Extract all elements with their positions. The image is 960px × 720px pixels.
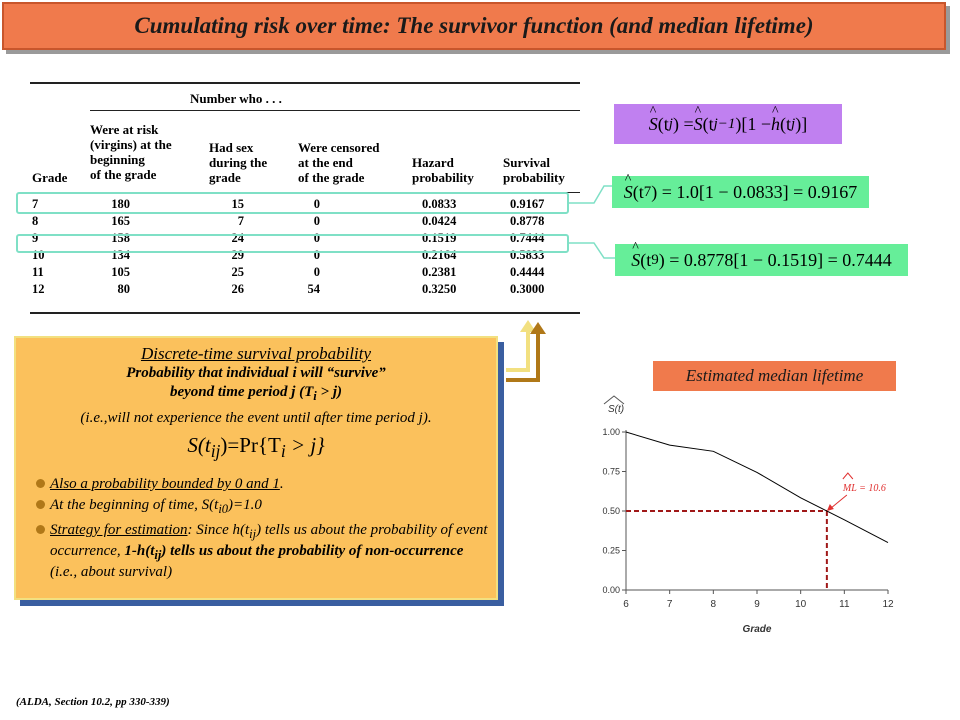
text: Also a probability bounded by 0 and 1 — [50, 476, 280, 493]
survivor-chart — [560, 390, 920, 640]
definition-panel — [14, 336, 498, 600]
bullet-icon — [36, 479, 45, 488]
table-cell: 180 — [111, 197, 130, 211]
table-cell: 9 — [32, 231, 39, 245]
y-axis-hat-icon — [604, 396, 624, 404]
f-text: ) = — [672, 113, 694, 134]
table-cell: 25 — [231, 265, 244, 279]
highlight-row-7 — [16, 192, 569, 214]
formula-t7 — [612, 176, 869, 208]
table-cell: 54 — [307, 282, 320, 296]
citation: (ALDA, Section 10.2, pp 330-339) — [16, 696, 170, 708]
table-cell: 26 — [231, 282, 244, 296]
median-arrow — [830, 495, 847, 509]
median-value-label: ML = 10.6 — [842, 483, 886, 494]
table-cell: 0.2381 — [422, 265, 457, 279]
f-text: (t — [657, 113, 669, 134]
text: : Since h(t — [187, 522, 250, 539]
table-cell: 0.3250 — [422, 282, 457, 296]
table-cell: 10 — [32, 248, 45, 262]
table-bottom-rule — [30, 312, 580, 314]
table-top-rule — [30, 82, 580, 84]
f-text: (t — [780, 113, 792, 134]
f-sub: 9 — [651, 251, 659, 268]
text: S(t — [187, 433, 211, 457]
table-cell: 134 — [111, 248, 130, 262]
table-cell: 7 — [32, 197, 39, 211]
highlight-row-9 — [16, 234, 569, 253]
arrow-brown — [506, 332, 538, 380]
formula-general — [614, 104, 842, 144]
s-hat: ^ S — [694, 114, 703, 135]
table-cell: 29 — [231, 248, 244, 262]
x-tick-label: 12 — [882, 599, 894, 610]
table-cell: 7 — [237, 214, 244, 228]
table-cell: 0 — [313, 248, 320, 262]
sub: ij — [210, 441, 221, 462]
f-text: ) = 0.8778[1 − 0.1519] = 0.7444 — [658, 249, 892, 270]
formula-t9 — [615, 244, 908, 276]
table-cell: 105 — [111, 265, 130, 279]
bullet-bounded — [36, 476, 488, 493]
bullet-icon — [36, 525, 45, 534]
bullet-beginning — [36, 497, 488, 518]
table-cell: 0.9167 — [510, 197, 545, 211]
text: beyond time period j (T — [169, 384, 314, 400]
sub: ij — [249, 527, 257, 542]
table-cell: 0.0833 — [422, 197, 457, 211]
median-lifetime-label: Estimated median lifetime — [653, 361, 896, 391]
col-header-had-sex: Had sex during the grade — [209, 140, 268, 185]
f-text: ) = 1.0[1 − 0.0833] = 0.9167 — [651, 181, 858, 202]
x-tick-label: 7 — [666, 599, 673, 610]
s-hat: ^ S — [649, 114, 658, 135]
s-hat: ^ S — [624, 182, 633, 203]
x-tick-label: 11 — [839, 599, 850, 610]
text: )=Pr{T — [220, 433, 281, 457]
sub: i — [280, 441, 286, 462]
x-tick-label: 6 — [623, 599, 629, 610]
arrow-to-survival — [500, 318, 550, 390]
table-cell: 0.2164 — [422, 248, 457, 262]
col-header-hazard: Hazard probability — [412, 155, 474, 185]
sub: i0 — [218, 502, 229, 517]
col-header-survival: Survival probability — [503, 155, 565, 185]
sub: ij — [154, 548, 162, 563]
text: ) tells us about the probability of non-occurrence — [161, 543, 464, 560]
s-hat: ^ S — [631, 250, 640, 271]
table-cell: 0.0424 — [422, 214, 457, 228]
panel-note: (i.e.,will not experience the event until after time period j). — [80, 410, 432, 426]
table-cell: 0.4444 — [510, 265, 545, 279]
f-text: (t — [702, 113, 714, 134]
f-text: (t — [632, 181, 644, 202]
text: ) tells us about the probability of event occurrence, — [50, 522, 488, 560]
table-cell: 11 — [32, 265, 44, 279]
arrow-yellow — [506, 330, 528, 370]
table-cell: 12 — [32, 282, 45, 296]
table-cell: 8 — [32, 214, 39, 228]
table-cell: 0 — [313, 197, 320, 211]
text: > j} — [285, 433, 325, 457]
table-cell: 0.8778 — [510, 214, 545, 228]
table-cell: 80 — [117, 282, 130, 296]
median-hat-icon — [843, 473, 853, 479]
col-header-at-risk: Were at risk (virgins) at the beginning of the grade — [90, 122, 172, 182]
f-sub: 7 — [643, 183, 652, 200]
text: > j) — [316, 384, 342, 400]
table-cell: 0 — [313, 231, 320, 245]
f-sub: j — [668, 115, 673, 132]
panel-bold-line-1: Probability that individual i will “survive” — [126, 365, 386, 381]
group-rule — [90, 110, 580, 111]
sub: i — [313, 389, 317, 403]
table-cell: 0.5833 — [510, 248, 545, 262]
y-tick-label: 0.25 — [602, 545, 620, 556]
text: . — [279, 476, 284, 493]
f-sub: j−1 — [713, 115, 736, 132]
table-group-header: Number who . . . — [190, 91, 282, 106]
table-cell: 24 — [231, 231, 244, 245]
x-tick-label: 10 — [795, 599, 807, 610]
y-tick-label: 0.50 — [602, 506, 620, 516]
table-cell: 0.7444 — [510, 231, 545, 245]
y-tick-label: 0.75 — [602, 466, 620, 477]
x-axis-label: Grade — [742, 624, 772, 635]
x-tick-label: 9 — [754, 599, 760, 610]
f-sub: j — [791, 115, 796, 132]
f-text: )] — [795, 113, 808, 134]
bullet-strategy — [36, 522, 488, 581]
text: (i.e., about survival) — [50, 564, 173, 581]
table-cell: 0.3000 — [510, 282, 545, 296]
f-text: (t — [640, 249, 652, 270]
col-header-censored: Were censored at the end of the grade — [298, 140, 380, 185]
table-cell: 15 — [231, 197, 244, 211]
table-cell: 158 — [111, 231, 130, 245]
y-axis-label: S(t) — [608, 404, 625, 415]
text: Strategy for estimation — [50, 522, 188, 539]
y-tick-label: 0.00 — [602, 585, 620, 595]
f-text: )[1 − — [735, 113, 772, 134]
table-cell: 0 — [313, 214, 320, 228]
bullet-icon — [36, 500, 45, 509]
table-cell: 0.1519 — [422, 231, 457, 245]
y-tick-label: 1.00 — [602, 427, 620, 437]
panel-bold-line-2 — [16, 383, 496, 406]
h-hat: ^ h — [771, 114, 780, 135]
connector-t9 — [568, 243, 618, 258]
median-arrow-head-icon — [827, 504, 834, 511]
col-header-grade: Grade — [32, 170, 68, 185]
text: At the beginning of time, S(t — [50, 497, 219, 514]
page-title: Cumulating risk over time: The survivor function (and median lifetime) — [134, 13, 814, 38]
table-cell: 0 — [313, 265, 320, 279]
panel-heading: Discrete-time survival probability — [140, 344, 372, 363]
text: 1-h(t — [124, 543, 155, 560]
panel-bullets — [16, 476, 496, 581]
x-tick-label: 8 — [710, 599, 717, 610]
text: )=1.0 — [228, 497, 262, 514]
table-cell: 165 — [111, 214, 130, 228]
panel-formula — [16, 433, 496, 462]
connector-t7 — [568, 186, 618, 203]
title-bar — [2, 2, 946, 50]
